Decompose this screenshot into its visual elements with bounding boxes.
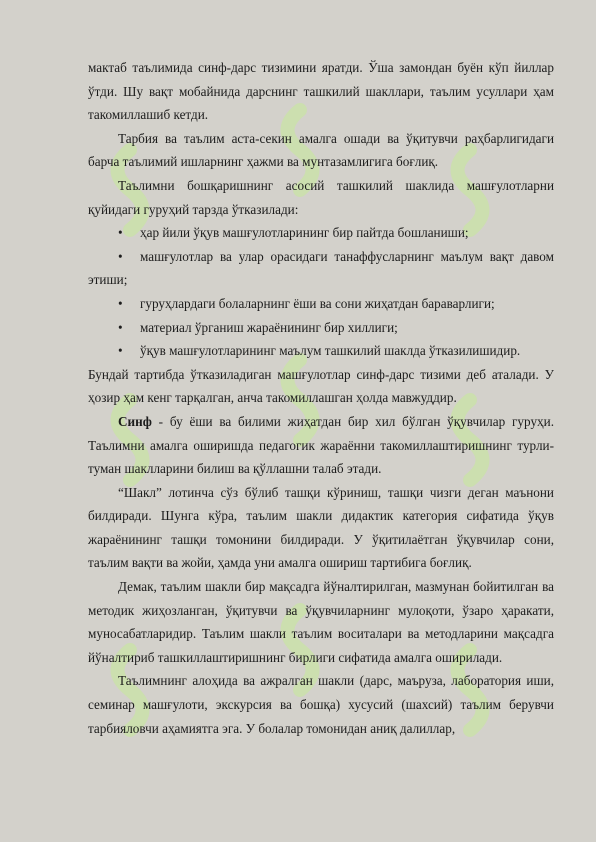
bullet-text: ҳар йили ўқув машғулотларининг бир пайтда бошланиши; [140,225,469,241]
bullet-text: машғулотлар ва улар орасидаги танаффусларнинг маълум вақт давом этиши; [88,248,554,288]
bullet-text: ўқув машғулотларининг маълум ташкилий шаклда ўтказилишидир. [140,343,521,359]
term-sinf: Синф [118,413,152,429]
bullet-item [88,316,554,340]
paragraph-sinf-definition [88,410,554,481]
paragraph-talimni-boshqarish: Таълимни бошқаришнинг асосий ташкилий шаклида машғулотларни қуйидаги гуруҳий тарзда ўтказилади: [88,177,554,217]
paragraph-alohida-shakl: Таълимнинг алоҳида ва ажралган шакли (дарс, маъруза, лаборатория иши, семинар машғулоти, экскурсия ва бошқа) хусусий (шахсий) таълим берувчи тарбияловчи аҳамиятга эга. У болалар томонидан аниқ далиллар, [88,673,554,736]
bullet-item [88,292,554,316]
bullet-item [88,221,554,245]
document-page [88,56,554,740]
bullet-item [88,339,554,363]
bullet-icon: • [118,248,123,264]
bullet-text: материал ўрганиш жараёнининг бир хиллиги; [140,319,398,335]
paragraph-intro: мактаб таълимида синф-дарс тизимини яратди. Ўша замондан буён кўп йиллар ўтди. Шу вақт мобайнида дарснинг ташкилий шакллари, таълим усуллари ҳам такомиллашиб кетди. [88,60,554,123]
bullet-item [88,245,554,292]
paragraph-sinf-dars: Бундай тартибда ўтказиладиган машғулотлар синф-дарс тизими деб аталади. У ҳозир ҳам кенг тарқалган, анча такомиллашган ҳолда мавжуддир. [88,366,554,406]
bullet-icon: • [118,319,123,335]
paragraph-tarbiya: Тарбия ва таълим аста-секин амалга ошади ва ўқитувчи раҳбарлигидаги барча таълимий ишларнинг ҳажми ва мунтазамлигига боғлиқ. [88,130,554,170]
sinf-definition-text: - бу ёши ва билими жиҳатдан бир хил бўлган ўқувчилар гуруҳи. Таълимни амалга оширишда педагогик жараённи такомиллаштиришнинг турли-туман шаклларини билиш ва қўллашни талаб этади. [88,413,554,477]
bullet-icon: • [118,295,123,311]
bullet-icon: • [118,225,123,241]
bullet-text: гуруҳлардаги болаларнинг ёши ва сони жиҳатдан бараварлиги; [140,295,495,311]
bullet-icon: • [118,343,123,359]
paragraph-shakl: “Шакл” лотинча сўз бўлиб ташқи кўриниш, ташқи чизги деган маънони билдиради. Шунга кўра, таълим шакли дидактик категория сифатида ўқув жараёнининг ташқи томонини билдиради. У ўқитилаётган ўқувчилар сони, таълим вақти ва жойи, ҳамда уни амалга ошириш тартибига боғлиқ. [88,484,554,571]
paragraph-demak: Демак, таълим шакли бир мақсадга йўналтирилган, мазмунан бойитилган ва методик жиҳозланган, ўқитувчи ва ўқувчиларнинг мулоқоти, ўзаро ҳаракати, муносабатларидир. Таълим шакли таълим воситалари ва методларини мақсадга йўналтириб ташкиллаштиришнинг бирлиги сифатида амалга оширилади. [88,579,554,665]
